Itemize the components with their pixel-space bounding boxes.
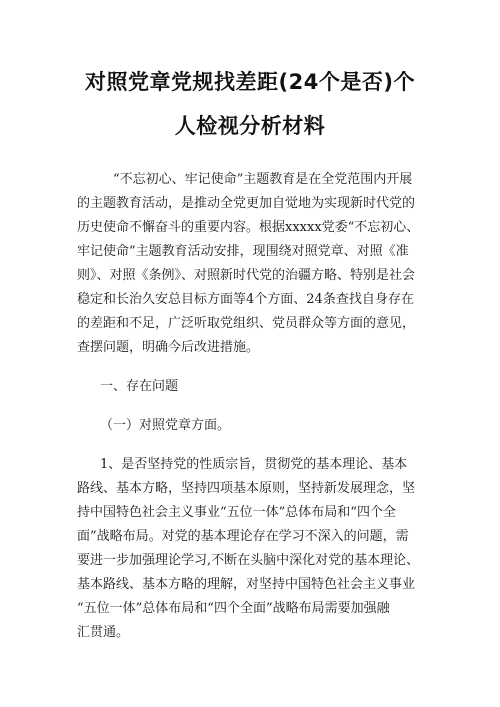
paragraph-1-line: 稳定和长治久安总目标方面等4个方面、24条查找自身存在 <box>77 292 414 307</box>
subsection-heading: （一）对照党章方面。 <box>100 418 231 433</box>
document-title-line-2: 人检视分析材料 <box>174 114 326 138</box>
paragraph-2-line: 汇贯通。 <box>77 625 130 640</box>
paragraph-2-line: 基本路线、基本方略的理解，对坚持中国特色社会主义事业 <box>77 577 416 592</box>
paragraph-1-line: 查摆问题，明确今后改进措施。 <box>77 340 260 355</box>
paragraph-2-line: 1、是否坚持党的性质宗旨，贯彻党的基本理论、基本 <box>100 457 408 472</box>
paragraph-1-line: 的主题教育活动，是推动全党更加自觉地为实现新时代党的 <box>77 196 416 211</box>
section-heading: 一、存在问题 <box>100 379 179 394</box>
paragraph-1-line: 则》、对照《条例》、对照新时代党的治疆方略、特别是社会 <box>77 268 416 283</box>
paragraph-2-line: 持中国特色社会主义事业“五位一体”总体布局和“四个全 <box>77 505 396 520</box>
paragraph-1-line: “不忘初心、牢记使命”主题教育是在全党范围内开展 <box>113 172 413 187</box>
paragraph-2-line: 面”战略布局。对党的基本理论存在学习不深入的问题，需 <box>77 529 409 544</box>
paragraph-2-line: 路线、基本方略，坚持四项基本原则，坚持新发展理念，坚 <box>77 481 416 496</box>
paragraph-2-line: “五位一体”总体布局和“四个全面”战略布局需要加强融 <box>77 601 390 616</box>
document-title-line-1: 对照党章党规找差距(24个是否)个 <box>85 70 415 94</box>
paragraph-1-line: 牢记使命”主题教育活动安排，现围绕对照党章、对照《准 <box>77 244 409 259</box>
paragraph-1-line: 的差距和不足，广泛听取党组织、党员群众等方面的意见， <box>77 316 416 331</box>
paragraph-1-line: 历史使命不懈奋斗的重要内容。根据xxxxx党委“不忘初心、 <box>77 220 420 235</box>
paragraph-2-line: 要进一步加强理论学习,不断在头脑中深化对党的基本理论、 <box>77 553 420 568</box>
